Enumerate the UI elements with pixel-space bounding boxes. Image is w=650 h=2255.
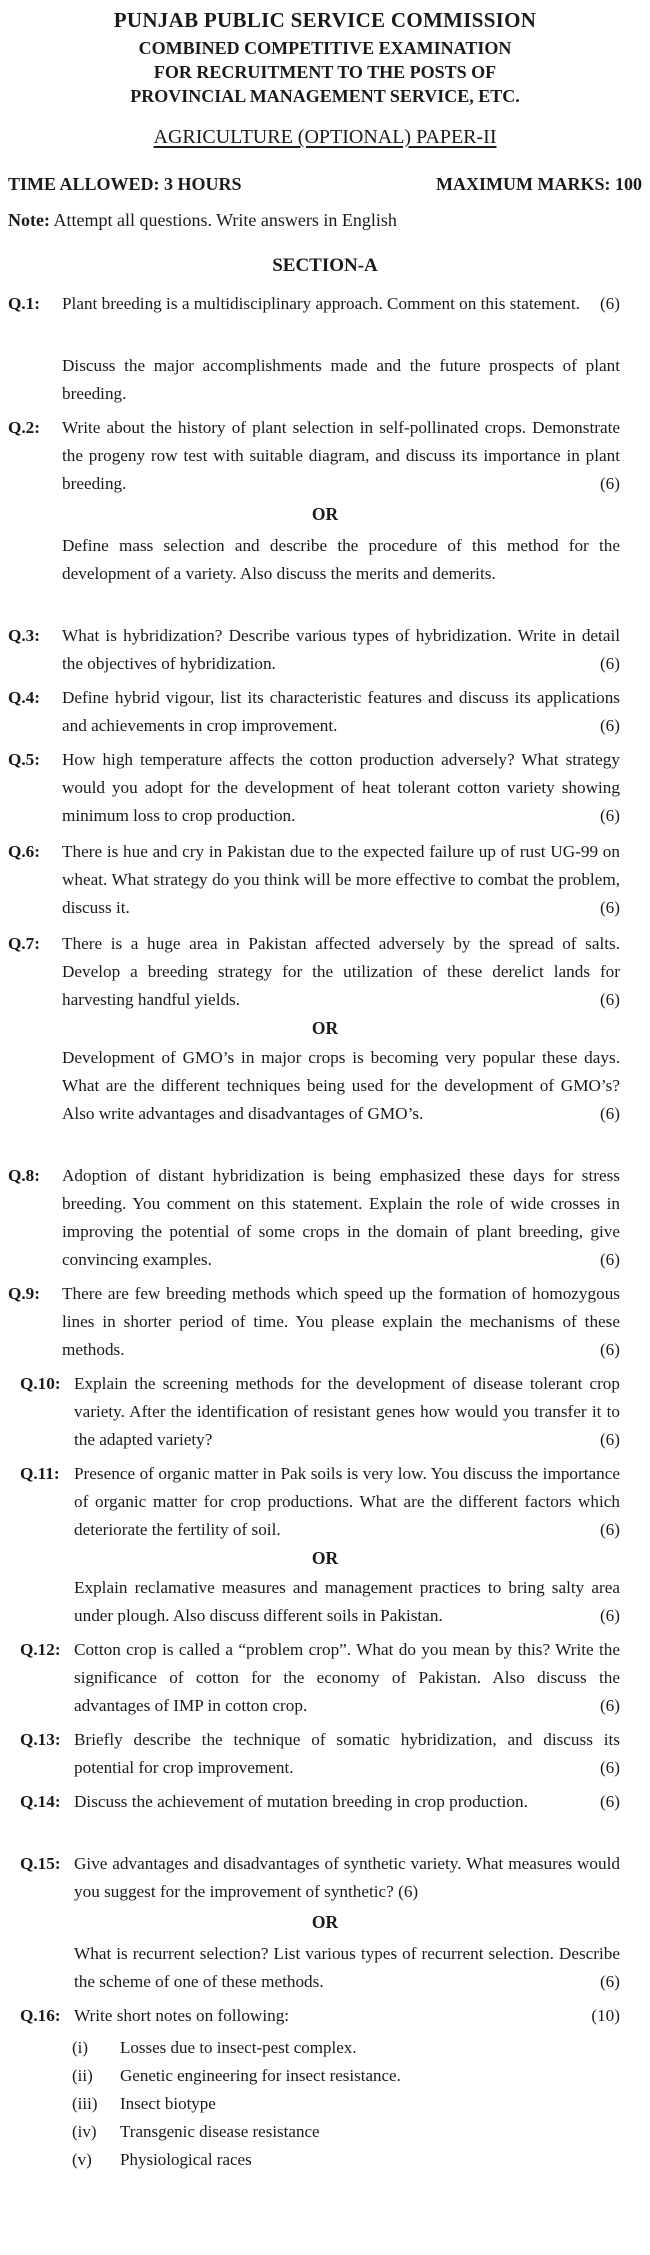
note-number: (iv) (72, 2122, 97, 2141)
note-text: Attempt all questions. Write answers in English (49, 210, 397, 230)
instructions-note (8, 210, 397, 231)
note-label: Note: (8, 210, 50, 230)
question-text: Presence of organic matter in Pak soils is very low. You discuss the importance of organic matter for crop productions. What are the different factors which deteriorate the fertility of soil. (6) (74, 1460, 620, 1544)
question-marks: (6) (599, 1696, 620, 1715)
exam-service: PROVINCIAL MANAGEMENT SERVICE, ETC. (130, 86, 520, 106)
question-number: Q.4: (8, 688, 40, 707)
question-text: Plant breeding is a multidisciplinary approach. Comment on this statement. (6) (62, 290, 620, 318)
question-marks: (6) (599, 716, 620, 735)
question-text: Briefly describe the technique of somatic hybridization, and discuss its potential for crop improvement. (6) (74, 1726, 620, 1782)
question-marks: (6) (398, 1882, 419, 1901)
question-text: Discuss the achievement of mutation breeding in crop production. (6) (74, 1788, 620, 1816)
question-number: Q.9: (8, 1284, 40, 1303)
question-number: Q.16: (20, 2006, 61, 2025)
note-text: Insect biotype (120, 2094, 216, 2113)
or-separator: OR (311, 1018, 339, 1038)
question-marks: (6) (599, 898, 620, 917)
question-number: Q.5: (8, 750, 40, 769)
question-marks: (6) (599, 1606, 620, 1625)
question-text: Cotton crop is called a “problem crop”. What do you mean by this? Write the significance of cotton for the economy of Pakistan. Also discuss the advantages of IMP in cotton crop. (6) (74, 1636, 620, 1720)
question-marks: (6) (599, 654, 620, 673)
or-separator: OR (311, 504, 339, 524)
question-marks: (6) (599, 1792, 620, 1811)
question-text: Explain reclamative measures and management practices to bring salty area under plough. Also discuss different soils in Pakistan. (6) (74, 1574, 620, 1630)
section-heading: SECTION-A (272, 255, 378, 276)
question-text: Give advantages and disadvantages of synthetic variety. What measures would you suggest for the improvement of synthetic? (6) (74, 1854, 620, 1901)
question-text: There are few breeding methods which speed up the formation of homozygous lines in shorter period of time. You please explain the mechanisms of these methods. (6) (62, 1280, 620, 1364)
question-text: Development of GMO’s in major crops is becoming very popular these days. What are the different techniques being used for the development of GMO’s? Also write advantages and disadvantages of GMO’s. (6) (62, 1044, 620, 1128)
question-marks: (6) (599, 990, 620, 1009)
question-text: There is hue and cry in Pakistan due to the expected failure up of rust UG-99 on wheat. What strategy do you think will be more effective to combat the problem, discuss it. (6) (62, 838, 620, 922)
exam-name: COMBINED COMPETITIVE EXAMINATION (138, 38, 512, 58)
question-number: Q.8: (8, 1166, 40, 1185)
question-marks: (6) (599, 294, 620, 313)
question-text: There is a huge area in Pakistan affected adversely by the spread of salts. Develop a breeding strategy for the utilization of these derelict lands for harvesting handful yields. (6) (62, 930, 620, 1014)
question-marks: (6) (599, 1340, 620, 1359)
maximum-marks: MAXIMUM MARKS: 100 (436, 174, 642, 194)
time-allowed: TIME ALLOWED: 3 HOURS (8, 174, 242, 194)
question-marks: (6) (599, 806, 620, 825)
question-marks: (6) (599, 474, 620, 493)
question-number: Q.14: (20, 1792, 61, 1811)
question-number: Q.1: (8, 294, 40, 313)
question-number: Q.12: (20, 1640, 61, 1659)
question-text: What is hybridization? Describe various types of hybridization. Write in detail the objectives of hybridization. (6) (62, 622, 620, 678)
question-text: Define mass selection and describe the procedure of this method for the development of a variety. Also discuss the merits and demerits. (62, 536, 620, 583)
question-number: Q.11: (20, 1464, 60, 1483)
note-text: Losses due to insect-pest complex. (120, 2038, 357, 2057)
question-number: Q.15: (20, 1854, 61, 1873)
question-text: Explain the screening methods for the development of disease tolerant crop variety. After the identification of resistant genes how would you transfer it to the adapted variety? (6) (74, 1370, 620, 1454)
note-text: Physiological races (120, 2150, 252, 2169)
question-text: Write about the history of plant selection in self-pollinated crops. Demonstrate the progeny row test with suitable diagram, and discuss its importance in plant breeding. (6) (62, 414, 620, 498)
note-text: Transgenic disease resistance (120, 2122, 320, 2141)
exam-purpose: FOR RECRUITMENT TO THE POSTS OF (153, 62, 497, 82)
note-number: (iii) (72, 2094, 98, 2113)
exam-heading (0, 36, 650, 108)
question-text: Discuss the major accomplishments made and the future prospects of plant breeding. (62, 356, 620, 403)
note-number: (v) (72, 2150, 92, 2169)
question-number: Q.13: (20, 1730, 61, 1749)
question-marks: (6) (599, 1104, 620, 1123)
question-number: Q.2: (8, 418, 40, 437)
question-number: Q.7: (8, 934, 40, 953)
paper-title: AGRICULTURE (OPTIONAL) PAPER-II (153, 126, 497, 148)
commission-title: PUNJAB PUBLIC SERVICE COMMISSION (113, 8, 537, 32)
question-text: Write short notes on following: (10) (74, 2002, 620, 2030)
note-number: (i) (72, 2038, 89, 2057)
question-number: Q.3: (8, 626, 40, 645)
time-marks-row (8, 174, 642, 195)
question-number: Q.6: (8, 842, 40, 861)
question-marks: (6) (599, 1430, 620, 1449)
question-number: Q.10: (20, 1374, 61, 1393)
question-marks: (6) (599, 1250, 620, 1269)
or-separator: OR (311, 1548, 339, 1568)
note-text: Genetic engineering for insect resistance. (120, 2066, 401, 2085)
question-marks: (6) (599, 1972, 620, 1991)
question-marks: (6) (599, 1520, 620, 1539)
note-number: (ii) (72, 2066, 93, 2085)
question-marks: (6) (599, 1758, 620, 1777)
question-text: Define hybrid vigour, list its characteristic features and discuss its applications and achievements in crop improvement. (6) (62, 684, 620, 740)
or-separator: OR (311, 1912, 339, 1932)
question-text: Adoption of distant hybridization is being emphasized these days for stress breeding. You comment on this statement. Explain the role of wide crosses in improving the potential of some crops in the domain of plant breeding, give convincing examples. (6) (62, 1162, 620, 1274)
question-marks: (10) (591, 2006, 620, 2025)
question-text: What is recurrent selection? List various types of recurrent selection. Describe the scheme of one of these methods. (6) (74, 1940, 620, 1996)
question-text: How high temperature affects the cotton production adversely? What strategy would you adopt for the development of heat tolerant cotton variety showing minimum loss to crop production. (6) (62, 746, 620, 830)
